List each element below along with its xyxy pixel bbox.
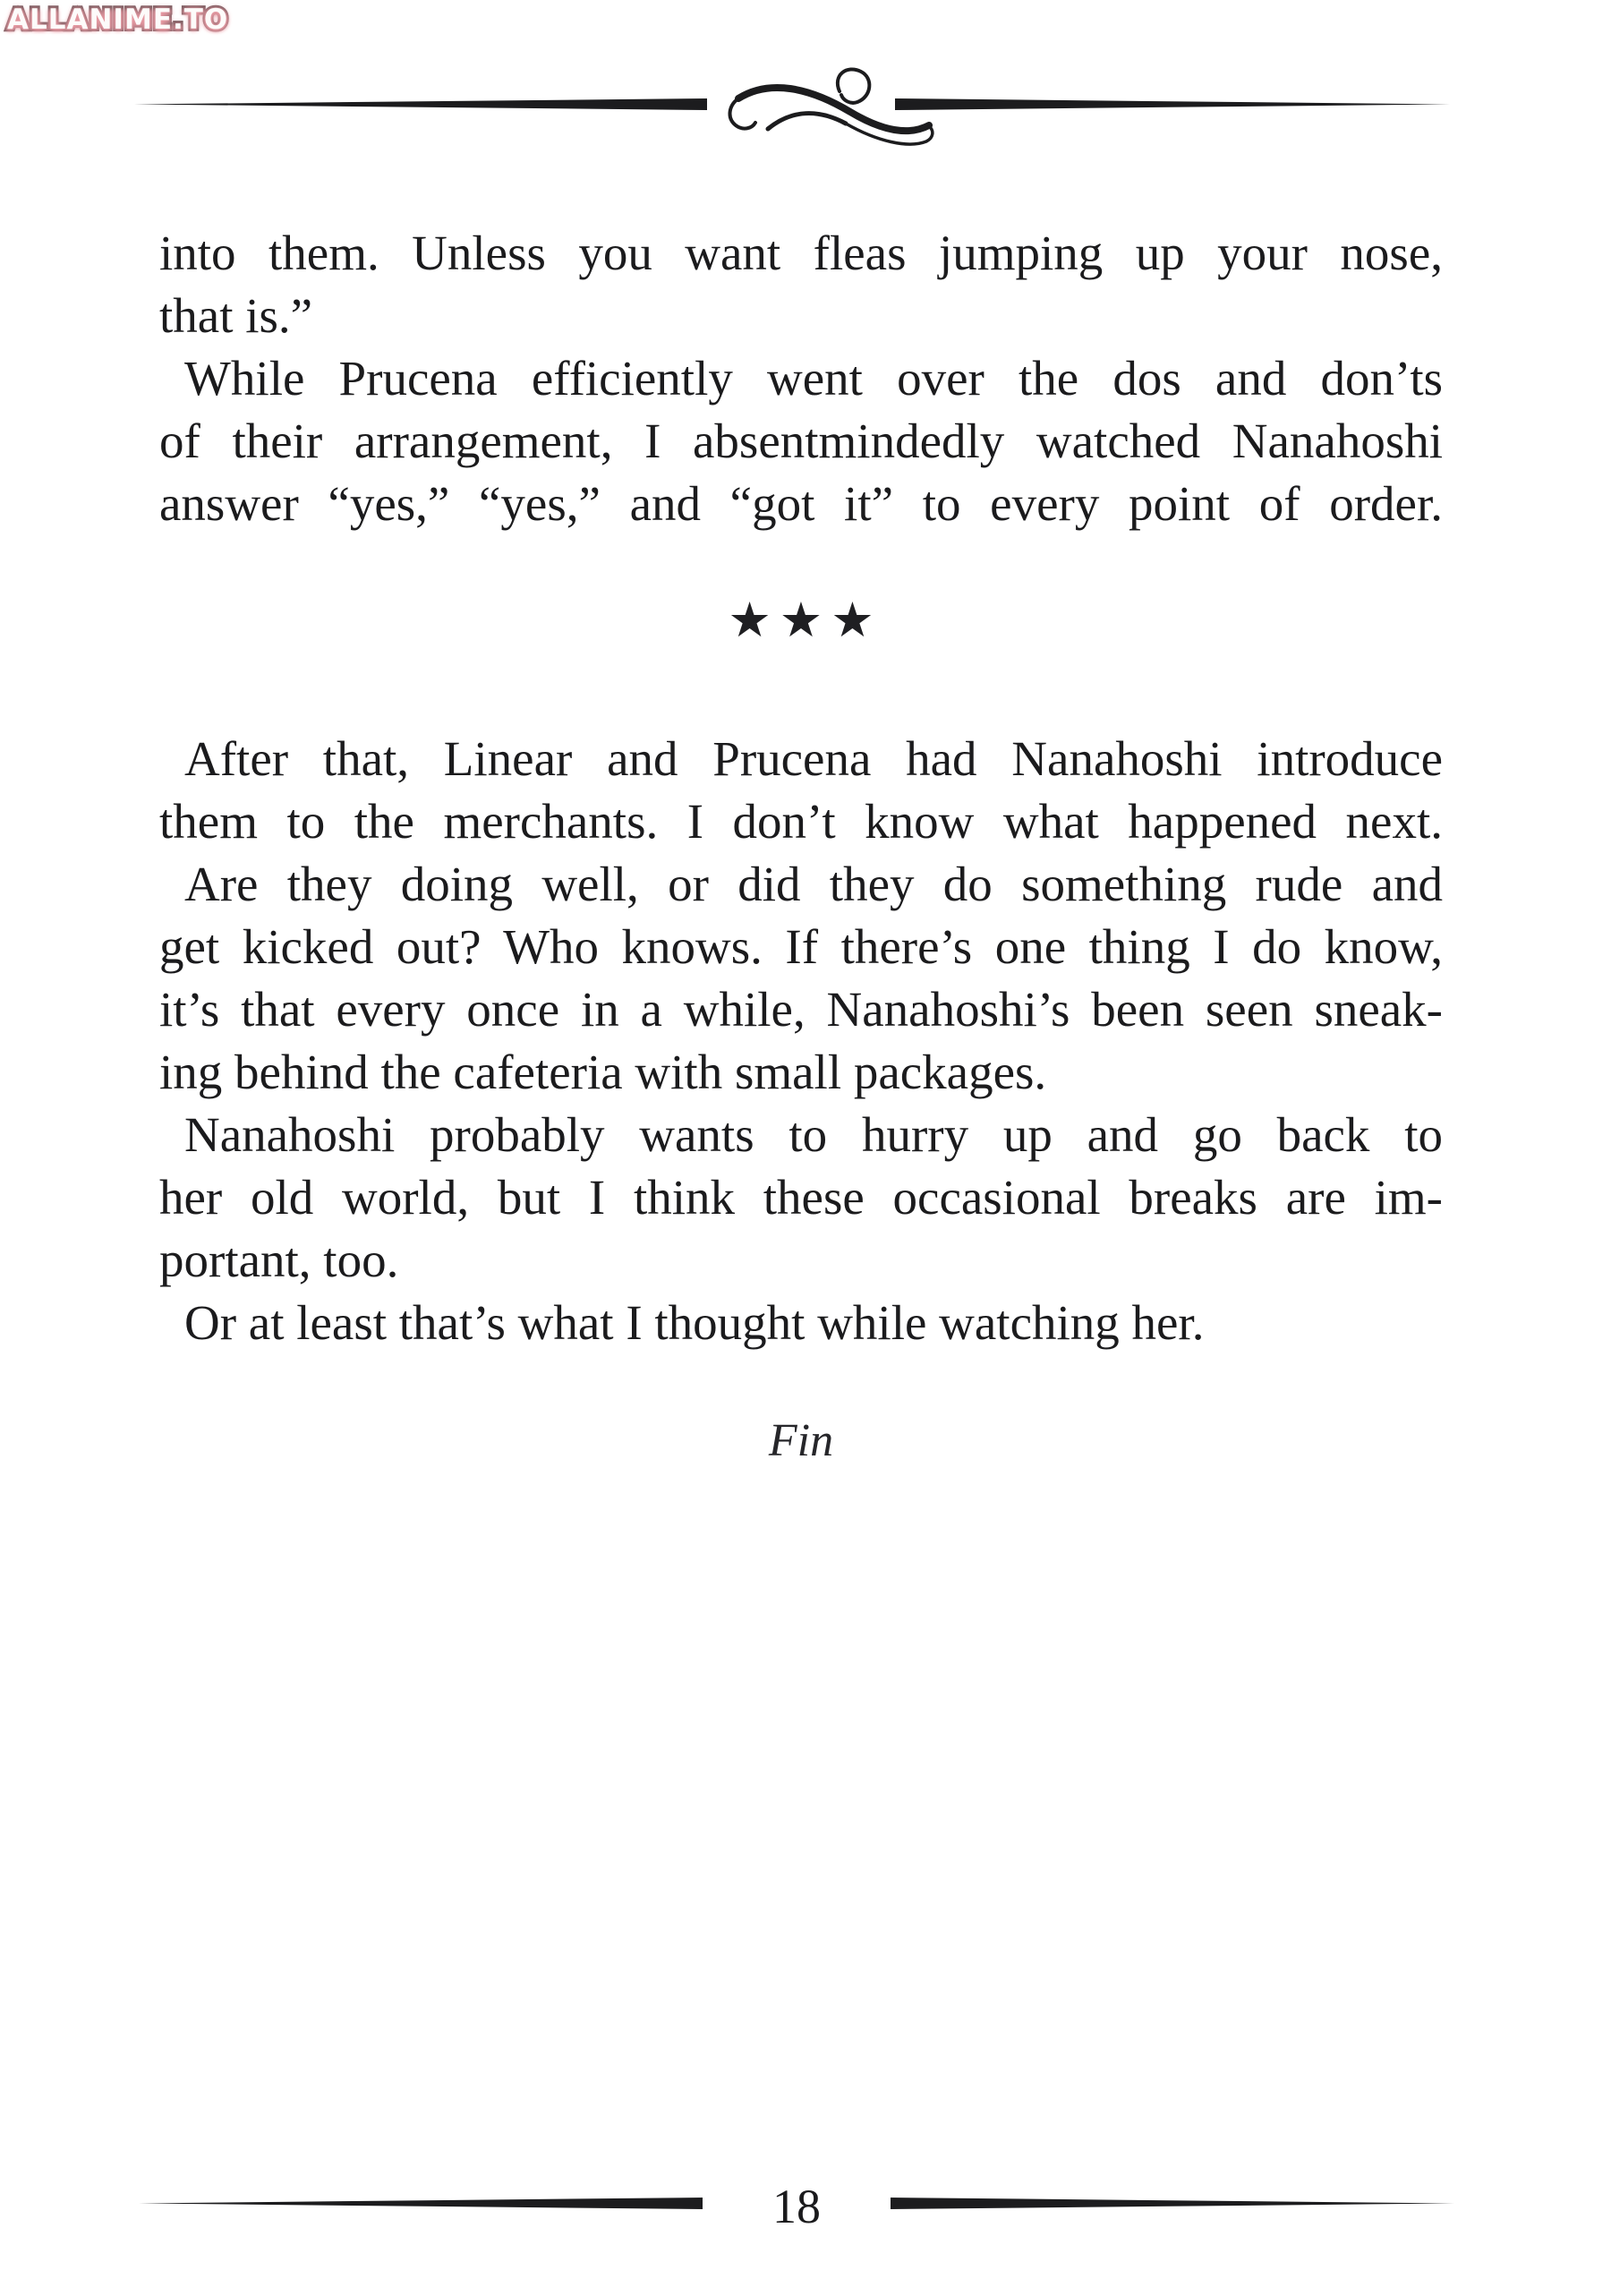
text-line: her old world, but I think these occasional breaks are im- <box>159 1170 1443 1225</box>
fin-label: Fin <box>768 1415 834 1466</box>
page-number: 18 <box>772 2180 821 2233</box>
top-divider <box>134 45 1450 170</box>
text-line: Nanahoshi probably wants to hurry up and go back to <box>184 1107 1443 1162</box>
body-text <box>159 222 1443 1472</box>
text-line: of their arrangement, I absentmindedly watched Nanahoshi <box>159 414 1443 468</box>
page-footer <box>139 2171 1454 2242</box>
text-line: answer “yes,” “yes,” and “got it” to every point of order. <box>159 476 1443 531</box>
text-line: While Prucena efficiently went over the dos and don’ts <box>184 351 1443 405</box>
text-line: them to the merchants. I don’t know what happened next. <box>159 794 1443 849</box>
text-line: into them. Unless you want fleas jumping up your nose, <box>159 226 1443 280</box>
text-line: portant, too. <box>159 1233 399 1287</box>
text-line: that is.” <box>159 288 313 343</box>
text-line: get kicked out? Who knows. If there’s one thing I do know, <box>159 919 1443 974</box>
text-line: Or at least that’s what I thought while watching her. <box>184 1295 1205 1350</box>
text-line: After that, Linear and Prucena had Nanahoshi introduce <box>184 731 1443 786</box>
text-line: ing behind the cafeteria with small packages. <box>159 1045 1047 1099</box>
site-watermark: ALLANIME.TO <box>7 4 229 36</box>
divider-flourish-icon <box>134 45 1450 170</box>
text-line: it’s that every once in a while, Nanahoshi’s been seen sneak- <box>159 982 1443 1037</box>
text-line: Are they doing well, or did they do something rude and <box>184 857 1443 911</box>
scene-break-stars: ★★★ <box>728 592 882 648</box>
